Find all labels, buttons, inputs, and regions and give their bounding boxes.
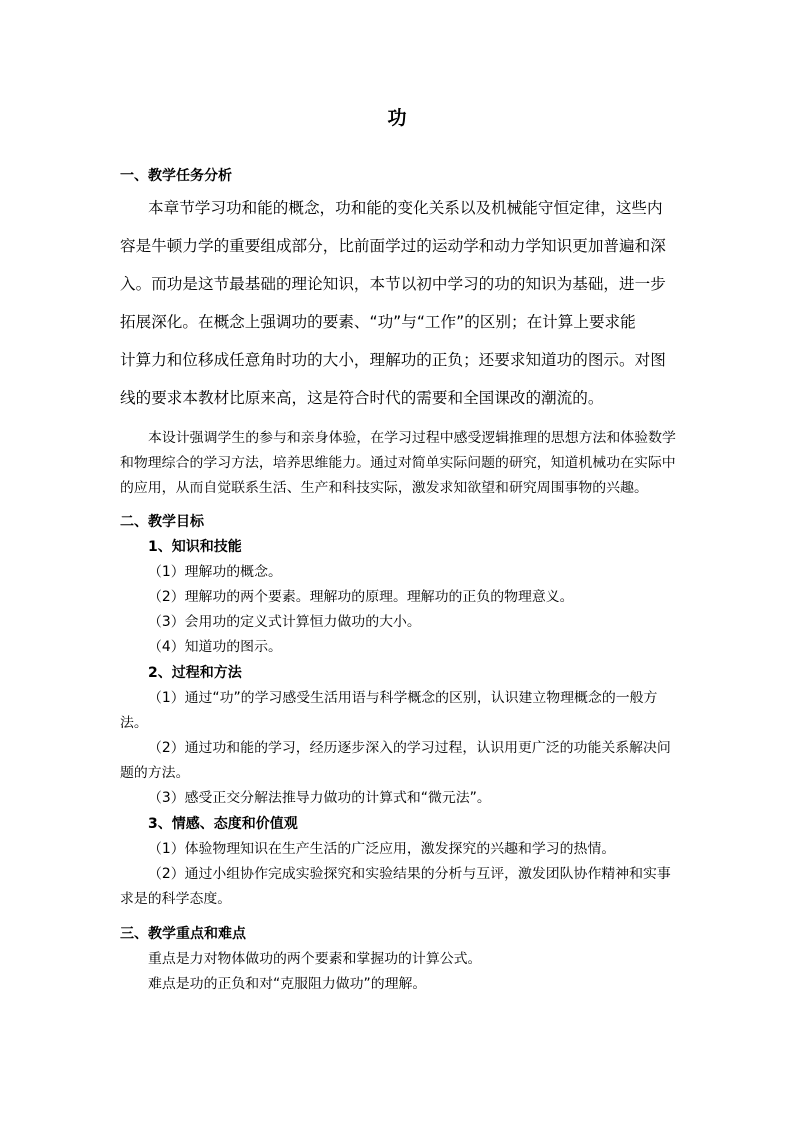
- paragraph-line: 本章节学习功和能的概念，功和能的变化关系以及机械能守恒定律，这些内: [148, 199, 663, 217]
- section-heading-objectives: 二、教学目标: [120, 514, 204, 530]
- list-item: （2）通过小组协作完成实验探究和实验结果的分析与互评，激发团队协作精神和实事: [148, 866, 671, 882]
- list-item-continued: 题的方法。: [120, 765, 190, 781]
- subsection-heading-emotion: 3、情感、态度和价值观: [148, 816, 298, 832]
- list-item: （1）体验物理知识在生产生活的广泛应用，激发探究的兴趣和学习的热情。: [148, 841, 616, 857]
- paragraph-line: 重点是力对物体做功的两个要素和掌握功的计算公式。: [148, 951, 482, 967]
- subsection-heading-process: 2、过程和方法: [148, 665, 242, 681]
- paragraph-line: 本设计强调学生的参与和亲身体验，在学习过程中感受逻辑推理的思想方法和体验数学: [148, 430, 676, 446]
- list-item: （3）感受正交分解法推导力做功的计算式和“微元法”。: [148, 790, 491, 806]
- paragraph-line: 难点是功的正负和对“克服阻力做功”的理解。: [148, 976, 427, 992]
- section-heading-key-points: 三、教学重点和难点: [120, 926, 246, 942]
- paragraph-line: 入。而功是这节最基础的理论知识，本节以初中学习的功的知识为基础，进一步: [120, 275, 666, 293]
- list-item: （1）理解功的概念。: [148, 564, 282, 580]
- paragraph-line: 拓展深化。在概念上强调功的要素、“功”与“工作”的区别；在计算上要求能: [120, 313, 636, 331]
- list-item: （2）通过功和能的学习，经历逐步深入的学习过程，认识用更广泛的功能关系解决问: [148, 740, 671, 756]
- paragraph-line: 线的要求本教材比原来高，这是符合时代的需要和全国课改的潮流的。: [120, 389, 604, 407]
- paragraph-line: 容是牛顿力学的重要组成部分，比前面学过的运动学和动力学知识更加普遍和深: [120, 237, 666, 255]
- subsection-heading-knowledge: 1、知识和技能: [148, 539, 242, 555]
- list-item-continued: 求是的科学态度。: [120, 891, 232, 907]
- list-item: （1）通过“功”的学习感受生活用语与科学概念的区别，认识建立物理概念的一般方: [148, 690, 658, 706]
- document-title: 功: [387, 107, 407, 129]
- paragraph-line: 和物理综合的学习方法，培养思维能力。通过对简单实际问题的研究，知道机械功在实际中: [120, 455, 676, 471]
- paragraph-line: 的应用，从而自觉联系生活、生产和科技实际，激发求知欲望和研究周围事物的兴趣。: [120, 480, 648, 496]
- section-heading-task-analysis: 一、教学任务分析: [120, 168, 232, 184]
- list-item: （2）理解功的两个要素。理解功的原理。理解功的正负的物理意义。: [148, 589, 574, 605]
- paragraph-line: 计算力和位移成任意角时功的大小，理解功的正负；还要求知道功的图示。对图: [120, 351, 666, 369]
- list-item-continued: 法。: [120, 715, 148, 731]
- list-item: （4）知道功的图示。: [148, 639, 282, 655]
- list-item: （3）会用功的定义式计算恒力做功的大小。: [148, 614, 421, 630]
